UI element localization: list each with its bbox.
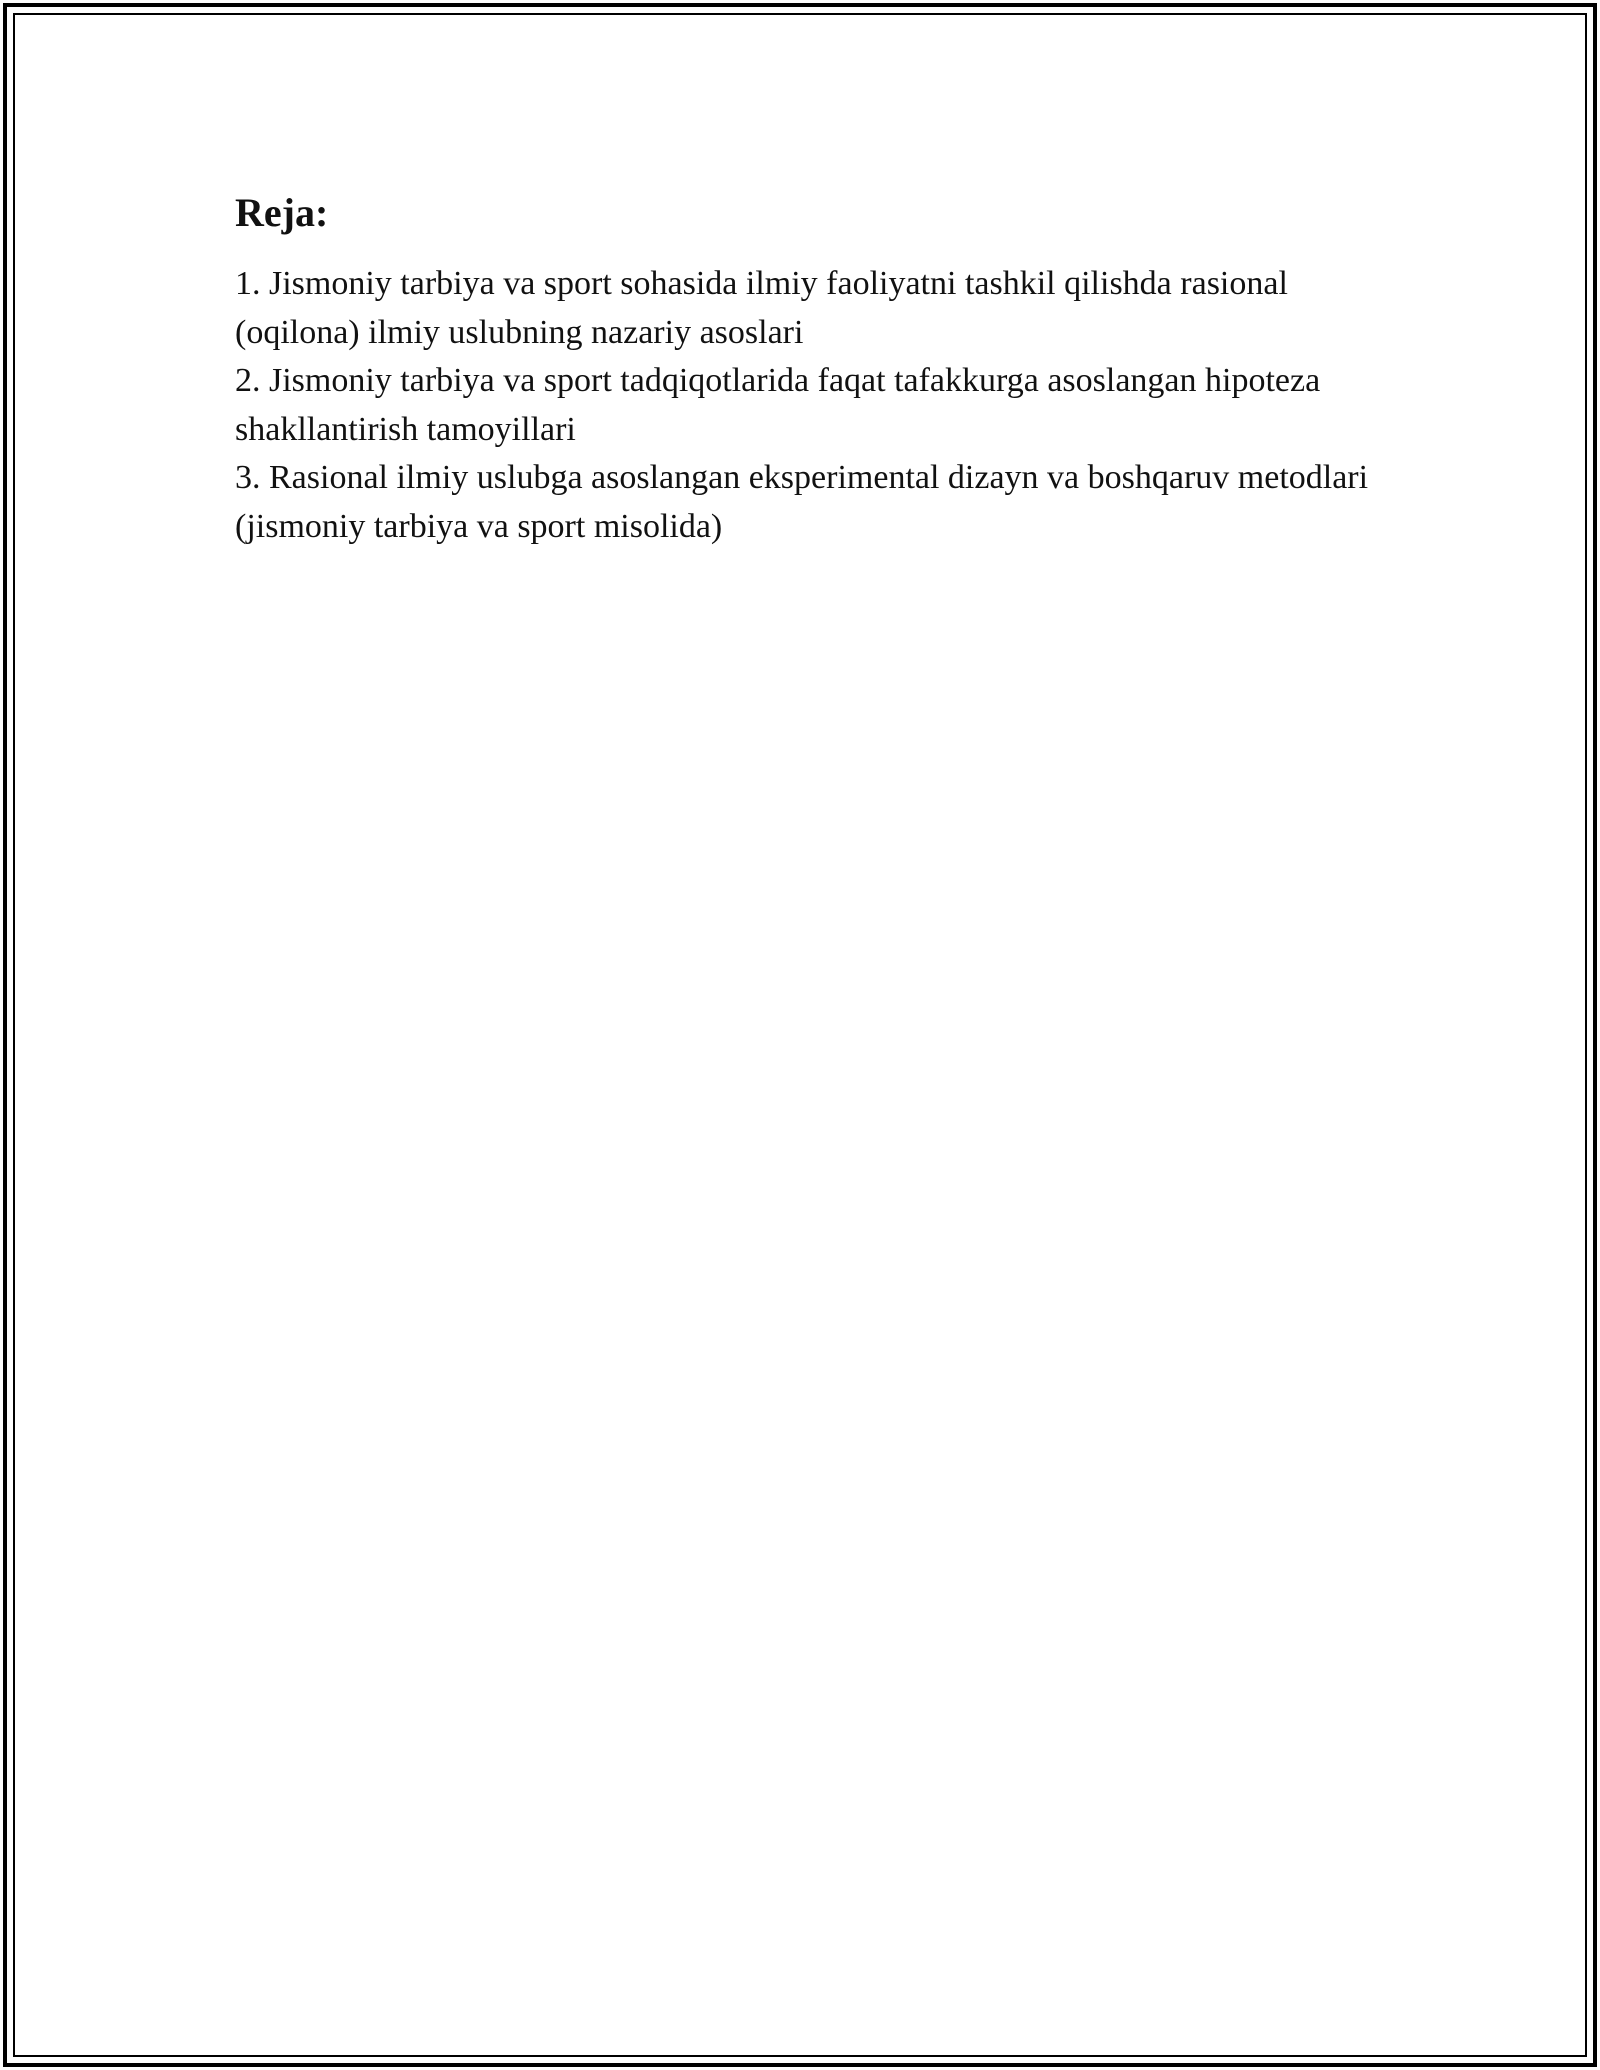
plan-item-1: 1. Jismoniy tarbiya va sport sohasida ilmiy faoliyatni tashkil qilishda rasional (oqilona) ilmiy uslubning nazariy asoslari (235, 265, 1288, 351)
plan-list (235, 260, 1395, 551)
plan-item-2: 2. Jismoniy tarbiya va sport tadqiqotlarida faqat tafakkurga asoslangan hipoteza shakllantirish tamoyillari (235, 362, 1321, 448)
plan-item-3: 3. Rasional ilmiy uslubga asoslangan eksperimental dizayn va boshqaruv metodlari (jismoniy tarbiya va sport misolida) (235, 459, 1369, 545)
document-body (235, 188, 1395, 551)
plan-heading: Reja: (235, 190, 329, 235)
